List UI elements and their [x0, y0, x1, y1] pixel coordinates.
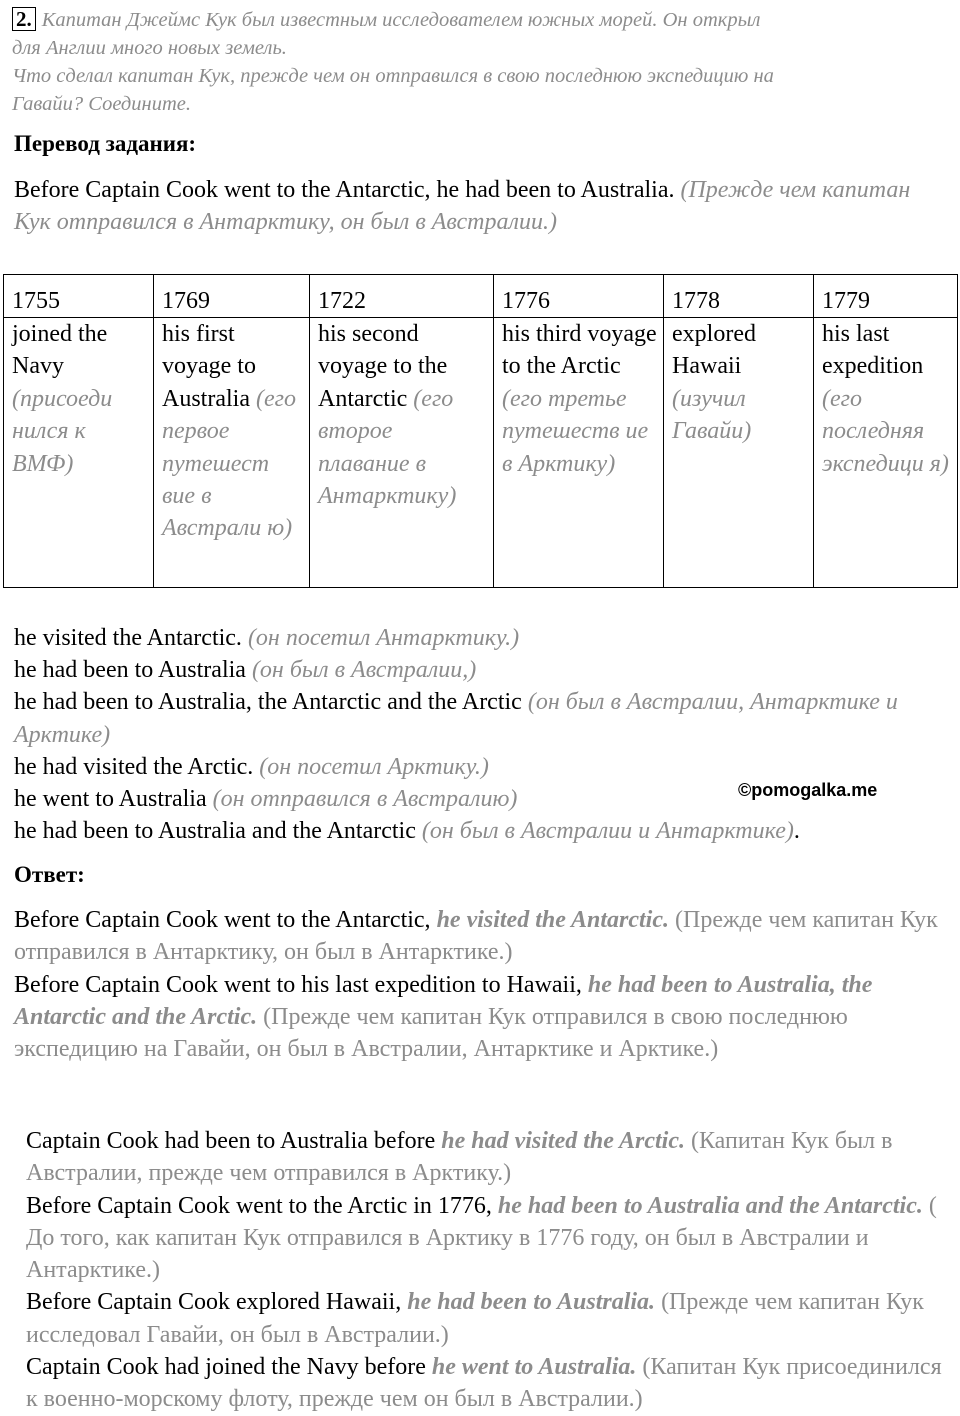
answer-item	[26, 1351, 954, 1416]
answer-lead: Before Captain Cook explored Hawaii,	[26, 1289, 402, 1316]
option-line	[14, 815, 949, 847]
option-ru: (он был в Австралии и Антарктике)	[421, 818, 794, 845]
timeline-event	[814, 318, 958, 588]
answer-translation: (Капитан Кук присоединился к военно-морскому флоту, прежде чем он был в Австралии.)	[26, 1354, 942, 1413]
answer-emphasis: he visited the Antarctic.	[436, 907, 669, 933]
option-tail: .	[793, 818, 800, 845]
timeline-event-en: his second voyage to the Antarctic	[318, 321, 448, 412]
option-line	[14, 622, 949, 654]
option-en: he visited the Antarctic.	[14, 625, 242, 651]
timeline-event-ru: (его второе плавание в Антарктику)	[318, 385, 457, 510]
timeline-year: 1769	[154, 275, 310, 318]
option-ru: (он посетил Арктику.)	[259, 753, 489, 780]
timeline-event-en: his last expedition	[822, 321, 924, 380]
timeline-event-en: his third voyage to the Arctic	[502, 321, 657, 380]
task-text-line: Капитан Джеймс Кук был известным исследователем южных морей. Он открыл	[41, 9, 761, 31]
timeline-year: 1779	[814, 275, 958, 318]
option-en: he had visited the Arctic.	[14, 753, 254, 780]
option-line	[14, 654, 949, 686]
answer-emphasis: he had visited the Arctic.	[441, 1128, 685, 1154]
translation-english: Before Captain Cook went to the Antarctic, he had been to Australia.	[14, 177, 675, 203]
answer-translation: (Прежде чем капитан Кук исследовал Гавайи, он был в Австралии.)	[26, 1289, 924, 1348]
option-ru: (он был в Австралии, Антарктике и Арктике)	[14, 689, 898, 748]
answer-heading: Ответ:	[14, 862, 85, 887]
timeline-event-en: his first voyage to Australia	[162, 321, 256, 412]
answer-translation: (Прежде чем капитан Кук отправился в свою последнюю экспедицию на Гавайи, он был в Австралии, Антарктике и Арктике.)	[14, 1003, 848, 1063]
timeline-year: 1776	[494, 275, 664, 318]
timeline-event-ru: (изучил Гавайи)	[672, 385, 752, 445]
timeline-year: 1755	[4, 275, 154, 318]
answer-emphasis: he had been to Australia and the Antarctic.	[497, 1192, 923, 1219]
answer-lead: Before Captain Cook went to the Arctic in 1776,	[26, 1192, 492, 1219]
options-list	[14, 622, 949, 847]
answer-translation: (Капитан Кук был в Австралии, прежде чем отправился в Арктику.)	[26, 1128, 893, 1187]
answer-translation: (Прежде чем капитан Кук отправился в Антарктику, он был в Антарктике.)	[14, 907, 938, 966]
timeline-event-ru: (его последняя экспедици я)	[822, 385, 949, 477]
timeline-year: 1722	[310, 275, 494, 318]
answer-lead: Before Captain Cook went to the Antarctic,	[14, 907, 431, 933]
task-text-line: Гавайи? Соедините.	[12, 93, 192, 115]
task-number: 2.	[12, 7, 36, 31]
answer-lead: Captain Cook had joined the Navy before	[26, 1354, 426, 1381]
timeline-event	[664, 318, 814, 588]
timeline-year: 1778	[664, 275, 814, 318]
translation-russian: (Прежде чем капитан Кук отправился в Антарктику, он был в Австралии.)	[14, 177, 911, 235]
translation-example	[14, 174, 949, 238]
option-line	[14, 751, 949, 783]
answer-lead: Before Captain Cook went to his last expedition to Hawaii,	[14, 971, 582, 998]
option-ru: (он посетил Антарктику.)	[247, 625, 520, 651]
option-ru: (он был в Австралии,)	[251, 657, 477, 684]
timeline-event	[154, 318, 310, 588]
task-text-line: Что сделал капитан Кук, прежде чем он отправился в свою последнюю экспедицию на	[12, 65, 774, 87]
option-en: he had been to Australia and the Antarctic	[14, 818, 416, 845]
answer-item	[14, 904, 949, 969]
timeline-year-row	[4, 275, 958, 318]
answer-translation: ( До того, как капитан Кук отправился в Арктику в 1776 году, он был в Австралии и Антарктике.)	[26, 1192, 937, 1284]
timeline-table	[3, 274, 958, 588]
option-ru: (он отправился в Австралию)	[212, 786, 518, 813]
answer-block	[14, 904, 949, 1065]
answer-emphasis: he had been to Australia.	[407, 1289, 656, 1316]
answer-emphasis: he had been to Australia, the Antarctic and the Arctic.	[14, 971, 873, 1030]
option-en: he had been to Australia, the Antarctic and the Arctic	[14, 689, 522, 716]
timeline-event-ru: (присоеди нился к ВМФ)	[12, 385, 113, 477]
timeline-event-ru: (его первое путешест вие в Австрали ю)	[162, 385, 296, 542]
timeline-event-en: explored Hawaii	[672, 321, 756, 380]
option-en: he went to Australia	[14, 786, 207, 813]
answer-item	[26, 1190, 954, 1287]
watermark: ©pomogalka.me	[738, 780, 878, 800]
timeline-event	[310, 318, 494, 588]
timeline-event	[4, 318, 154, 588]
option-line	[14, 686, 949, 750]
answer-block	[26, 1125, 954, 1416]
timeline-event-en: joined the Navy	[12, 321, 108, 380]
answer-emphasis: he went to Australia.	[431, 1354, 637, 1381]
option-en: he had been to Australia	[14, 657, 246, 684]
translation-heading: Перевод задания:	[14, 131, 197, 156]
answer-lead: Captain Cook had been to Australia before	[26, 1128, 436, 1154]
task-text-line: для Англии много новых земель.	[12, 37, 287, 59]
timeline-event-row	[4, 318, 958, 588]
task-statement	[12, 6, 942, 118]
answer-item	[26, 1286, 954, 1351]
timeline-event-ru: (его третье путешеств ие в Арктику)	[502, 385, 649, 477]
answer-item	[14, 969, 949, 1066]
timeline-event	[494, 318, 664, 588]
answer-item	[26, 1125, 954, 1190]
